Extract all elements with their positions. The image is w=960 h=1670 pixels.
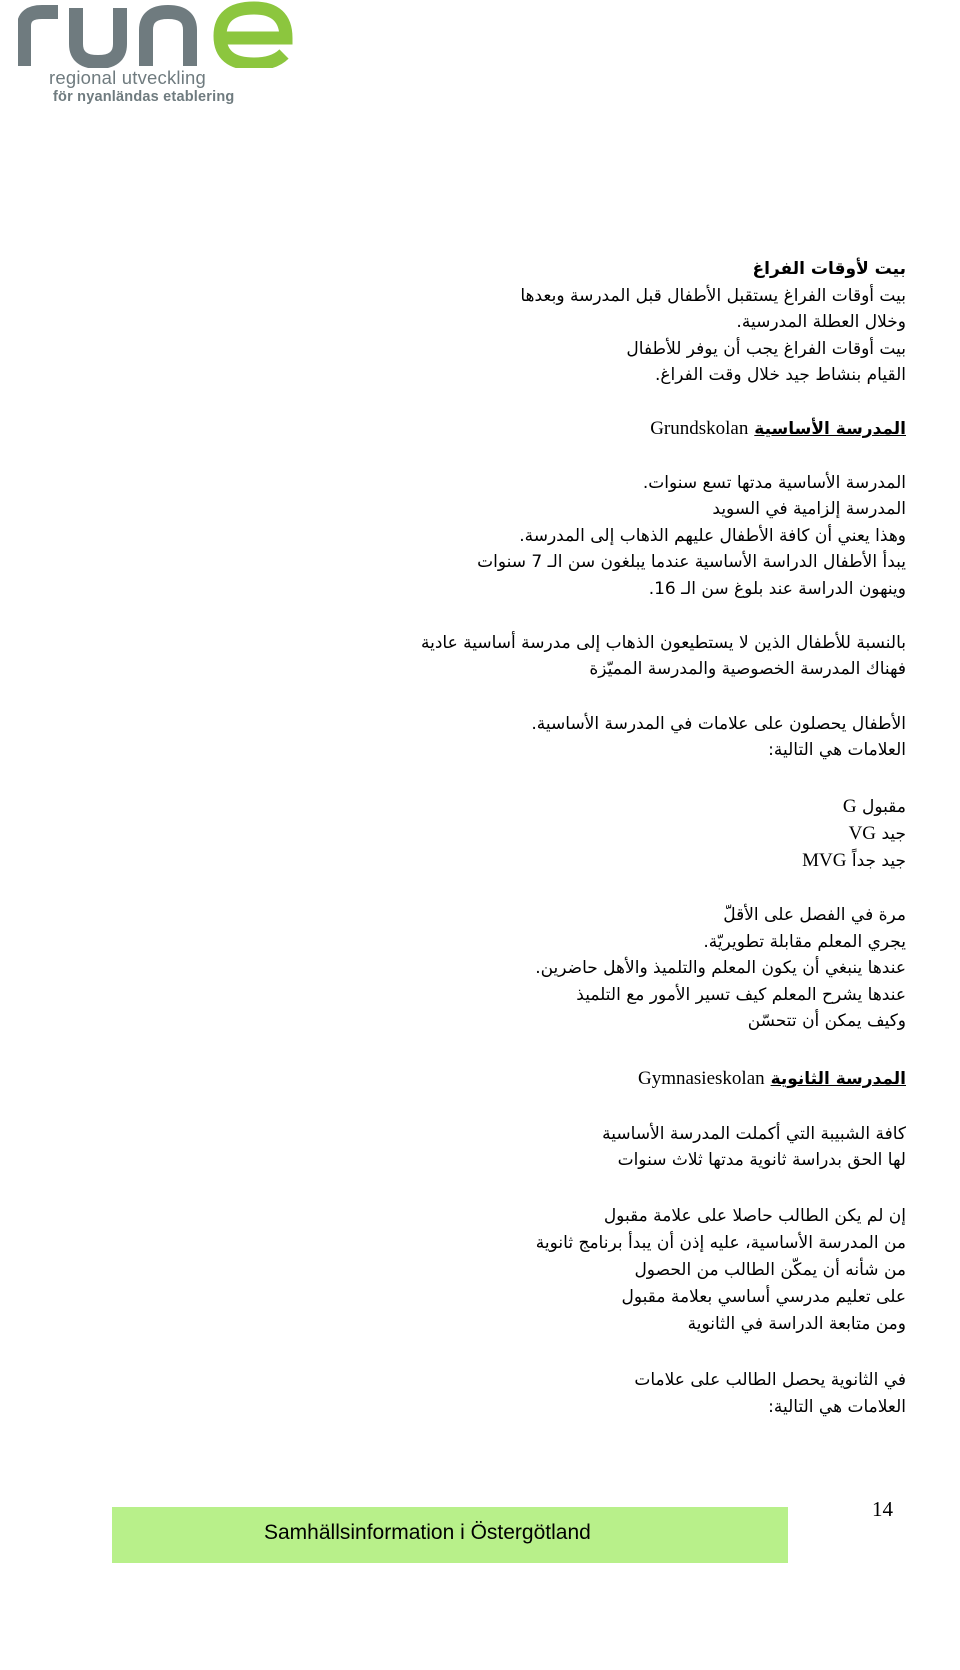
logo-tagline-1: regional utveckling xyxy=(49,67,207,88)
text-line: من المدرسة الأساسية، عليه إذن أن يبدأ برنامج ثانوية xyxy=(535,1233,906,1253)
text-line: ومن متابعة الدراسة في الثانوية xyxy=(687,1314,906,1334)
grade-name: مقبول xyxy=(862,797,906,817)
text-line: يبدأ الأطفال الدراسة الأساسية عندما يبلغون سن الـ 7 سنوات xyxy=(477,552,906,572)
text-line: بيت أوقات الفراغ يجب أن يوفر للأطفال xyxy=(626,339,906,359)
text-line: مرة في الفصل على الأقلّ xyxy=(723,905,906,925)
text-line: فهناك المدرسة الخصوصية والمدرسة المميّزة xyxy=(589,659,906,679)
text-line: وخلال العطلة المدرسية. xyxy=(736,312,906,332)
page-number: 14 xyxy=(872,1497,893,1521)
text-line: في الثانوية يحصل الطالب على علامات xyxy=(634,1370,906,1390)
text-line: عندها يشرح المعلم كيف تسير الأمور مع التلميذ xyxy=(576,985,906,1005)
text-line: بيت أوقات الفراغ يستقبل الأطفال قبل المدرسة وبعدها xyxy=(520,286,906,306)
heading-swedish: Gymnasieskolan xyxy=(637,1068,765,1089)
grade-item xyxy=(802,850,906,872)
rune-logo xyxy=(10,0,300,112)
text-line: كافة الشبيبة التي أكملت المدرسة الأساسية xyxy=(602,1124,906,1144)
text-line: الأطفال يحصلون على علامات في المدرسة الأساسية. xyxy=(531,714,906,734)
text-line: المدرسة الأساسية مدتها تسع سنوات. xyxy=(642,473,906,493)
grade-item xyxy=(849,823,906,845)
section-heading-grundskolan xyxy=(650,418,906,440)
heading-swedish: Grundskolan xyxy=(650,418,749,439)
text-line: وينهون الدراسة عند بلوغ سن الـ 16. xyxy=(648,579,906,599)
text-line: وكيف يمكن أن تتحسّن xyxy=(747,1011,906,1031)
text-line: وهذا يعني أن كافة الأطفال عليهم الذهاب إلى المدرسة. xyxy=(519,526,906,546)
text-line: المدرسة إلزامية في السويد xyxy=(712,499,906,519)
text-line: إن لم يكن الطالب حاصلا على علامة مقبول xyxy=(603,1206,906,1226)
text-line: العلامات هي التالية: xyxy=(768,1397,906,1417)
text-line: من شأنه أن يمكّن الطالب من الحصول xyxy=(634,1260,906,1280)
logo-tagline-2: för nyanländas etablering xyxy=(53,89,235,105)
grade-name: جيد جداً xyxy=(851,851,906,871)
grade-name: جيد xyxy=(881,824,906,844)
heading-arabic: المدرسة الأساسية xyxy=(754,419,906,439)
grade-item xyxy=(843,796,906,818)
grade-code: VG xyxy=(848,823,877,844)
grade-code: G xyxy=(842,796,857,817)
section-heading-gymnasieskolan xyxy=(638,1068,906,1090)
text-line: بالنسبة للأطفال الذين لا يستطيعون الذهاب إلى مدرسة أساسية عادية xyxy=(420,633,906,653)
footer-title: Samhällsinformation i Östergötland xyxy=(264,1521,591,1544)
text-line: عندها ينبغي أن يكون المعلم والتلميذ والأهل حاضرين. xyxy=(535,958,906,978)
text-line: على تعليم مدرسي أساسي بعلامة مقبول xyxy=(621,1287,906,1307)
text-line: يجري المعلم مقابلة تطويريّة. xyxy=(703,932,906,952)
section-heading-leisure: بيت لأوقات الفراغ xyxy=(752,259,906,279)
footer-bar xyxy=(112,1507,788,1563)
rune-logo-wordmark xyxy=(18,0,302,68)
text-line: العلامات هي التالية: xyxy=(768,740,906,760)
grade-code: MVG xyxy=(802,850,847,871)
heading-arabic: المدرسة الثانوية xyxy=(770,1069,906,1089)
text-line: القيام بنشاط جيد خلال وقت الفراغ. xyxy=(654,365,906,385)
text-line: لها الحق بدراسة ثانوية مدتها ثلاث سنوات xyxy=(617,1150,906,1170)
